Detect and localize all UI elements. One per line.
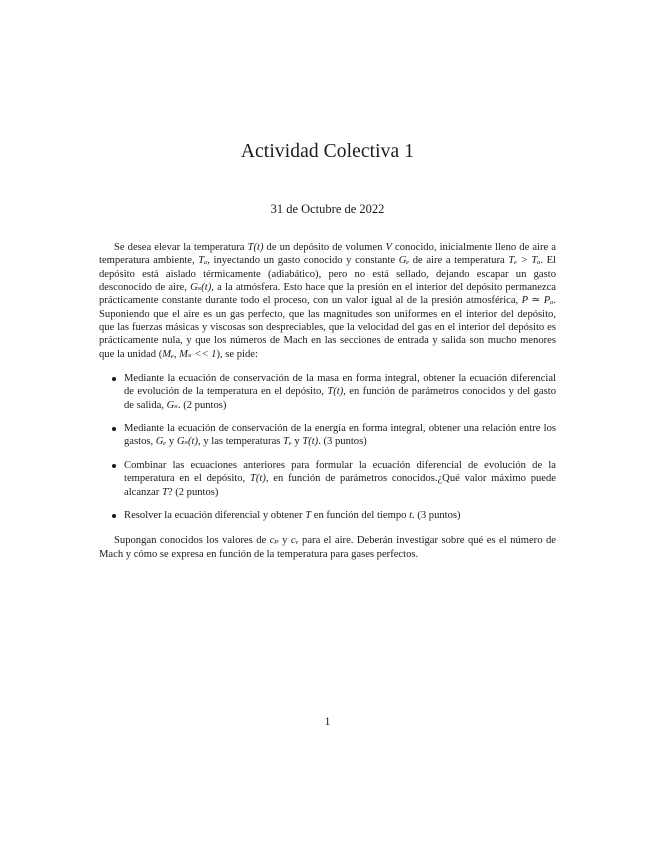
intro-text: Se desea elevar la temperatura bbox=[114, 242, 248, 253]
intro-text: conocido, inicialmente lleno de aire a temperatura ambiente, bbox=[99, 242, 556, 267]
task-text: , en función de parámetros conocidos.¿Qué valor máximo puede alcanzar bbox=[124, 473, 556, 498]
task-text: . (2 puntos) bbox=[177, 399, 227, 411]
bullet-icon bbox=[112, 377, 116, 381]
intro-paragraph bbox=[99, 241, 556, 361]
math-cv: cᵥ bbox=[290, 535, 299, 547]
math-T-of-t: T(t) bbox=[249, 473, 266, 485]
math-P-approx-Pa: P ≃ Pₐ bbox=[521, 295, 554, 307]
intro-text: , a la atmósfera. Esto hace que la presión en el interior del depósito permanezca prácticamente constante durante todo el proceso, con un valor igual al de la presión atmosférica, bbox=[99, 282, 557, 307]
closing-text: y bbox=[278, 535, 291, 547]
document-body bbox=[99, 241, 556, 561]
math-T-of-t: T(t) bbox=[247, 242, 264, 253]
task-item-4 bbox=[99, 509, 556, 522]
intro-text: de aire a temperatura bbox=[409, 255, 509, 267]
closing-paragraph bbox=[99, 534, 556, 561]
task-text: . (3 puntos) bbox=[412, 509, 461, 521]
task-list bbox=[99, 372, 556, 522]
task-text: , en función de parámetros conocidos y del gasto de salida, bbox=[124, 386, 556, 411]
task-text: y bbox=[166, 436, 177, 448]
math-T: T bbox=[161, 486, 168, 498]
task-text: Mediante la ecuación de conservación de la energía en forma integral, obtener una relación entre los gastos, bbox=[124, 423, 556, 448]
task-text: ? (2 puntos) bbox=[167, 486, 219, 498]
intro-text: . El depósito está aislado térmicamente (adiabático), pero no está sellado, dejando escapar un gasto desconocido de aire, bbox=[99, 255, 556, 294]
task-text: Resolver la ecuación diferencial y obtener bbox=[124, 509, 306, 521]
intro-text: de un depósito de volumen bbox=[263, 242, 386, 253]
math-mach-numbers: Mₑ, Mₛ << 1 bbox=[162, 348, 217, 360]
math-t: t bbox=[409, 509, 413, 521]
closing-text: para el aire. Deberán investigar sobre qué es el número de Mach y cómo se expresa en función de la temperatura para gases perfectos. bbox=[99, 535, 556, 560]
math-T-of-t: T(t) bbox=[327, 386, 344, 398]
math-Te-gt-Ta: Tₑ > Tₐ bbox=[508, 255, 541, 267]
task-text: en función del tiempo bbox=[311, 509, 410, 521]
intro-text: . Suponiendo que el aire es un gas perfecto, que las magnitudes son uniformes en el interior del depósito, que las fuerzas másicas y viscosas son despreciables, que la velocidad del gas en el interior del depósito es prácticamente nula, y que los números de Mach en las secciones de entrada y salida son mucho menores que la unidad ( bbox=[99, 295, 556, 360]
bullet-icon bbox=[112, 514, 116, 518]
math-Ge: Gₑ bbox=[398, 255, 410, 267]
intro-text: , inyectando un gasto conocido y constante bbox=[207, 255, 399, 267]
task-text: Combinar las ecuaciones anteriores para formular la ecuación diferencial de evolución de la temperatura en el depósito, bbox=[124, 459, 556, 485]
bullet-icon bbox=[112, 427, 116, 431]
intro-text: ), se pide: bbox=[216, 348, 258, 360]
task-item-1 bbox=[99, 372, 556, 412]
document-title: Actividad Colectiva 1 bbox=[240, 141, 415, 162]
task-item-2 bbox=[99, 422, 556, 449]
bullet-icon bbox=[112, 464, 116, 468]
math-Ge: Gₑ bbox=[155, 436, 167, 448]
task-text: . (3 puntos) bbox=[318, 436, 367, 448]
math-cp: cₚ bbox=[269, 535, 279, 547]
closing-text: Supongan conocidos los valores de bbox=[114, 535, 270, 547]
math-Gs: Gₛ bbox=[166, 399, 178, 411]
document-date: 31 de Octubre de 2022 bbox=[270, 202, 385, 216]
math-T-of-t: T(t) bbox=[302, 436, 319, 448]
math-Ta: Tₐ bbox=[198, 255, 208, 267]
math-V: V bbox=[385, 242, 392, 253]
task-text: Mediante la ecuación de conservación de la masa en forma integral, obtener la ecuación diferencial de evolución de la temperatura en el depósito, bbox=[124, 373, 556, 398]
page-number: 1 bbox=[324, 716, 331, 728]
task-item-3 bbox=[99, 459, 556, 499]
math-T: T bbox=[305, 509, 312, 521]
math-Te: Tₑ bbox=[283, 436, 292, 448]
task-text: y bbox=[291, 436, 303, 448]
task-text: , y las temperaturas bbox=[198, 436, 284, 448]
math-Gs-of-t: Gₛ(t) bbox=[190, 282, 212, 294]
math-Gs-of-t: Gₛ(t) bbox=[176, 436, 199, 448]
